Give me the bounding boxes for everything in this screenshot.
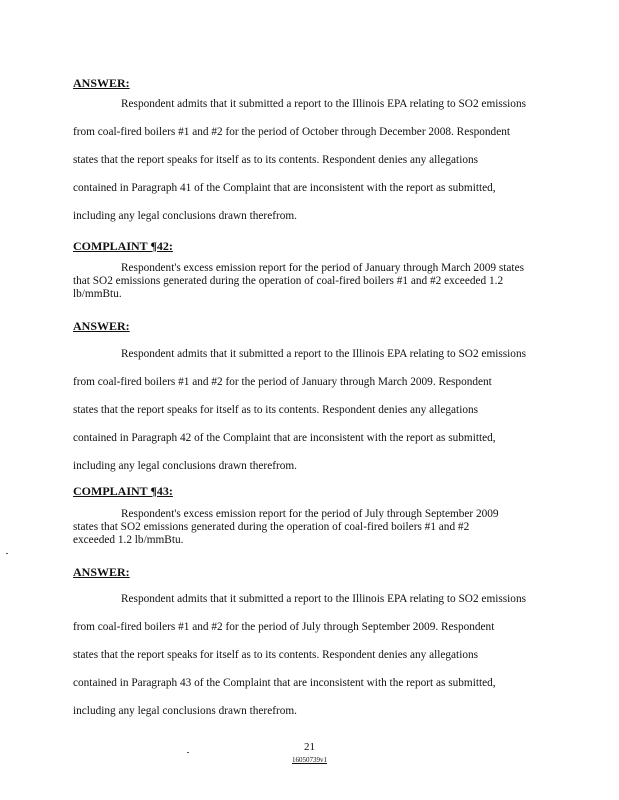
heading-answer-41: ANSWER: xyxy=(73,76,130,90)
document-id: 16050739v1 xyxy=(292,756,327,764)
line: Respondent's excess emission report for the period of July through September 2009 xyxy=(121,508,499,520)
heading-complaint-42: COMPLAINT ¶42: xyxy=(73,239,173,253)
answer-43-paragraph xyxy=(73,592,553,732)
heading-complaint-43: COMPLAINT ¶43: xyxy=(73,484,173,498)
complaint-43-paragraph xyxy=(73,508,553,547)
line: contained in Paragraph 43 of the Complaint that are inconsistent with the report as submitted, xyxy=(73,677,496,689)
line: from coal-fired boilers #1 and #2 for the period of October through December 2008. Respondent xyxy=(73,126,510,138)
page-number: 21 xyxy=(304,741,315,753)
answer-42-paragraph xyxy=(73,347,553,487)
heading-answer-43: ANSWER: xyxy=(73,565,130,579)
line: states that SO2 emissions generated during the operation of coal-fired boilers #1 and #2 xyxy=(73,521,470,533)
line: Respondent admits that it submitted a report to the Illinois EPA relating to SO2 emissions xyxy=(121,348,526,360)
line: contained in Paragraph 41 of the Complaint that are inconsistent with the report as submitted, xyxy=(73,182,496,194)
line: Respondent's excess emission report for the period of January through March 2009 states xyxy=(121,262,524,274)
line: from coal-fired boilers #1 and #2 for the period of July through September 2009. Respondent xyxy=(73,621,495,633)
line: states that the report speaks for itself as to its contents. Respondent denies any allegations xyxy=(73,649,479,661)
line: Respondent admits that it submitted a report to the Illinois EPA relating to SO2 emissions xyxy=(121,593,526,605)
line: lb/mmBtu. xyxy=(73,288,122,300)
line: from coal-fired boilers #1 and #2 for the period of January through March 2009. Respondent xyxy=(73,376,492,388)
complaint-42-paragraph xyxy=(73,262,553,301)
line: including any legal conclusions drawn therefrom. xyxy=(73,210,297,222)
line: including any legal conclusions drawn therefrom. xyxy=(73,705,297,717)
line: states that the report speaks for itself as to its contents. Respondent denies any allegations xyxy=(73,154,479,166)
line: including any legal conclusions drawn therefrom. xyxy=(73,460,297,472)
line: contained in Paragraph 42 of the Complaint that are inconsistent with the report as submitted, xyxy=(73,432,496,444)
scan-mark xyxy=(6,553,8,554)
line: that SO2 emissions generated during the operation of coal-fired boilers #1 and #2 exceeded 1.2 xyxy=(73,275,504,287)
line: states that the report speaks for itself as to its contents. Respondent denies any allegations xyxy=(73,404,479,416)
answer-41-paragraph xyxy=(73,97,553,237)
line: Respondent admits that it submitted a report to the Illinois EPA relating to SO2 emissions xyxy=(121,98,526,110)
line: exceeded 1.2 lb/mmBtu. xyxy=(73,534,184,546)
heading-answer-42: ANSWER: xyxy=(73,319,130,333)
